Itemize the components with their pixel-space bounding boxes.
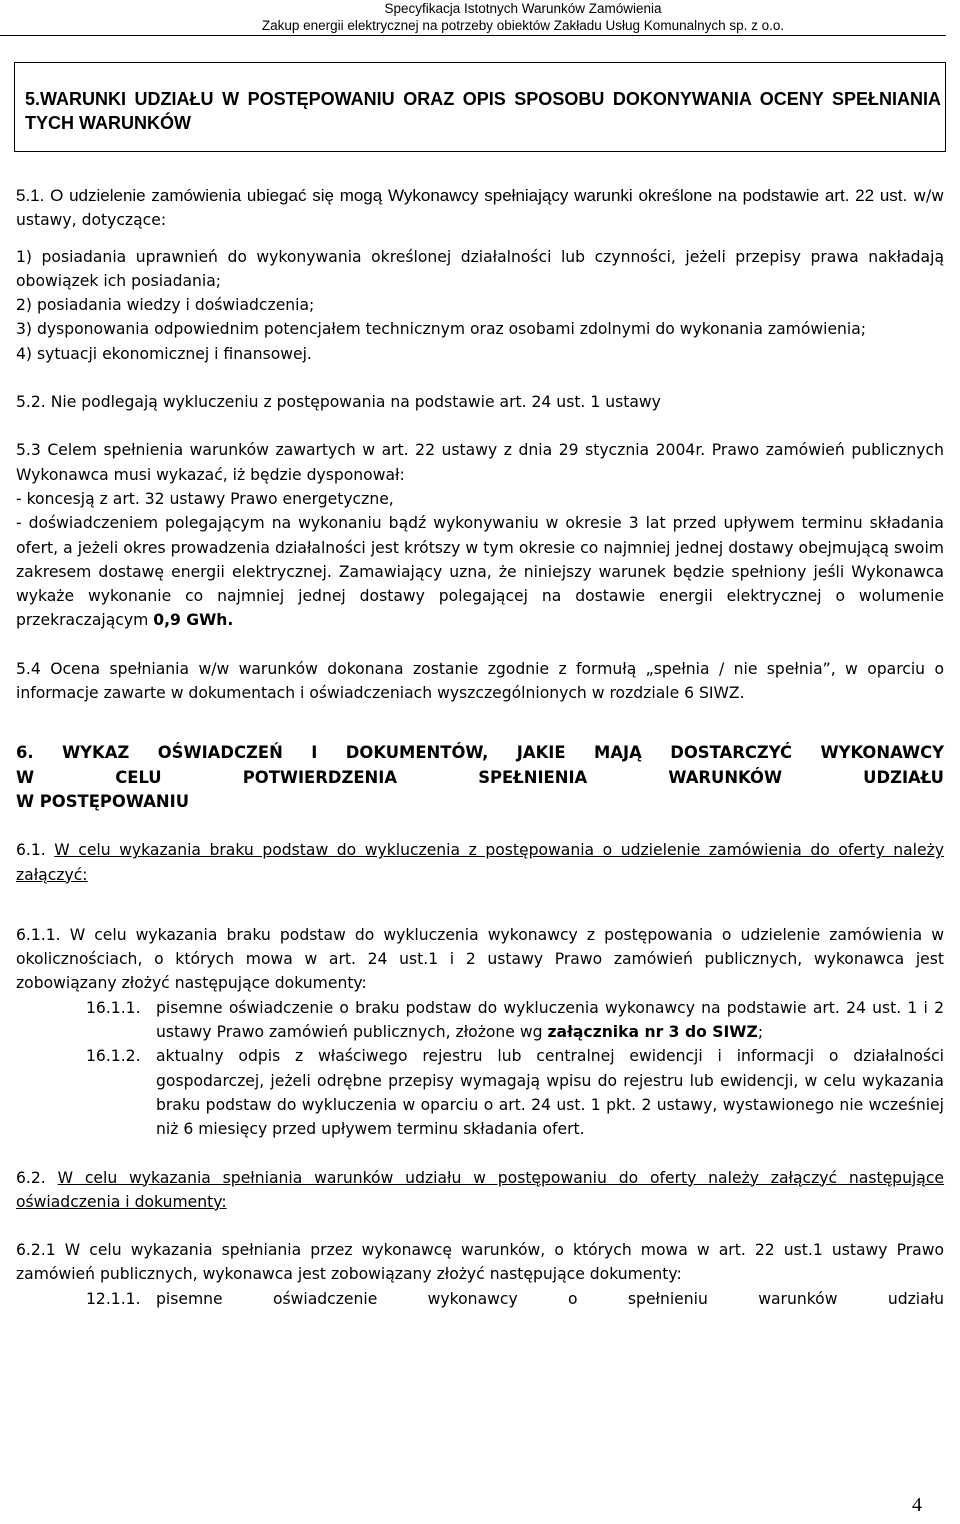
paragraph-5-3-experience <box>16 511 944 632</box>
doc-item-text: aktualny odpis z właściwego rejestru lub centralnej ewidencji i informacji o działalności gospodarczej, jeżeli odrębne przepisy wymagają wpisu do rejestru lub ewidencji, w celu wykazania braku podstaw do wykluczenia w oparciu o art. 24 ust. 1 pkt. 2 ustawy, wystawionego nie wcześniej niż 6 miesięcy przed upływem terminu składania ofert. <box>156 1047 944 1139</box>
paragraph-5-2: 5.2. Nie podlegają wykluczeniu z postępowania na podstawie art. 24 ust. 1 ustawy <box>16 393 661 412</box>
paragraph-6-2-1: 6.2.1 W celu wykazania spełniania przez wykonawcę warunków, o których mowa w art. 22 ust.1 ustawy Prawo zamówień publicznych, wykonawca jest zobowiązany złożyć następujące dokumenty: <box>16 1241 944 1284</box>
section-5-title: 5.WARUNKI UDZIAŁU W POSTĘPOWANIU ORAZ OPIS SPOSOBU DOKONYWANIA OCENY SPEŁNIANIA TYCH WARUNKÓW <box>25 89 941 133</box>
document-body <box>16 184 944 1311</box>
doc-item-16-1-1-end: ; <box>757 1023 764 1042</box>
section-6-title <box>16 741 944 814</box>
doc-item-text <box>156 996 944 1045</box>
paragraph-5-4: 5.4 Ocena spełniania w/w warunków dokonana zostanie zgodnie z formułą „spełnia / nie spełnia”, w oparciu o informacje zawarte w dokumentach i oświadczeniach wyszczególnionych w rozdziale 6 SIWZ. <box>16 659 944 703</box>
paragraph-6-1-number: 6.1. <box>16 841 55 860</box>
paragraph-6-1 <box>16 838 944 887</box>
paragraph-5-1-text: 5.1. O udzielenie zamówienia ubiegać się mogą Wykonawcy spełniający warunki określone na podstawie art. 22 ust. <box>16 186 908 205</box>
section-6-title-line-3: W POSTĘPOWANIU <box>16 791 190 811</box>
paragraph-6-1-1: 6.1.1. W celu wykazania braku podstaw do wykluczenia wykonawcy z postępowania o udzielenie zamówienia w okolicznościach, o których mowa w art. 24 ust.1 i 2 ustawy Prawo zamówień publicznych, wykonawca jest zobowiązany złożyć następujące dokumenty: <box>16 925 944 993</box>
paragraph-6-2-text: W celu wykazania spełniania warunków udziału w postępowaniu do oferty należy załączyć następujące oświadczenia i dokumenty: <box>16 1168 945 1211</box>
list-item-1: 1) posiadania uprawnień do wykonywania określonej działalności lub czynności, jeżeli przepisy prawa nakładają obowiązek ich posiadania; <box>16 247 944 290</box>
paragraph-5-3-license: - koncesją z art. 32 ustawy Prawo energetyczne, <box>16 489 394 508</box>
paragraph-6-1-text: W celu wykazania braku podstaw do wykluczenia z postępowania o udzielenie zamówienia do oferty należy załączyć: <box>16 841 944 884</box>
doc-item-text: pisemne oświadczenie wykonawcy o spełnieniu warunków udziału <box>156 1289 944 1308</box>
list-item-2: 2) posiadania wiedzy i doświadczenia; <box>16 296 315 315</box>
section-6-title-line-1: 6. WYKAZ OŚWIADCZEŃ I DOKUMENTÓW, JAKIE MAJĄ DOSTARCZYĆ WYKONAWCY <box>16 743 944 763</box>
experience-text: - doświadczeniem polegającym na wykonaniu bądź wykonywaniu w okresie 3 lat przed upływem terminu składania ofert, a jeżeli okres prowadzenia działalności jest krótszy w tym okresie co najmniej jednej dostawy obejmującą swoim zakresem dostawę energii elektrycznej. Zamawiający uzna, że niniejszy warunek będzie spełniony jeśli Wykonawca wykaże wykonanie co najmniej jednej dostawy polegającej na dostawie energii elektrycznej o wolumenie przekraczającym <box>16 514 944 630</box>
doc-item-16-1-1-text: pisemne oświadczenie o braku podstaw do wykluczenia wykonawcy na podstawie art. 24 ust. 1 i 2 ustawy Prawo zamówień publicznych, złożone wg <box>156 998 944 1042</box>
paragraph-6-2 <box>16 1166 944 1215</box>
paragraph-6-2-number: 6.2. <box>16 1168 58 1187</box>
section-5-title-box <box>14 62 946 152</box>
header-line-1: Specyfikacja Istotnych Warunków Zamówienia <box>384 1 662 16</box>
paragraph-5-3: 5.3 Celem spełnienia warunków zawartych w art. 22 ustawy z dnia 29 stycznia 2004r. Prawo zamówień publicznych Wykonawca musi wykazać, iż będzie dysponował: <box>16 441 944 484</box>
paragraph-5-1-rest: w/w ustawy, dotyczące: <box>16 187 944 230</box>
doc-item-number: 12.1.1. <box>86 1289 141 1308</box>
attachment-reference: załącznika nr 3 do SIWZ <box>547 1023 758 1042</box>
page-header <box>0 0 946 36</box>
doc-item-16-1-2 <box>16 1044 944 1141</box>
list-item-4: 4) sytuacji ekonomicznej i finansowej. <box>16 344 312 363</box>
list-item-3: 3) dysponowania odpowiednim potencjałem technicznym oraz osobami zdolnymi do wykonania zamówienia; <box>16 320 867 339</box>
section-6-title-line-2: W CELU POTWIERDZENIA SPEŁNIENIA WARUNKÓW UDZIAŁU <box>16 767 944 787</box>
doc-item-12-1-1 <box>16 1287 944 1311</box>
page-number: 4 <box>912 1494 922 1516</box>
doc-item-16-1-1 <box>16 996 944 1045</box>
paragraph-5-1 <box>16 184 944 233</box>
volume-value: 0,9 GWh. <box>153 611 234 630</box>
doc-item-number: 16.1.2. <box>86 1047 141 1066</box>
doc-item-number: 16.1.1. <box>86 998 141 1017</box>
header-line-2: Zakup energii elektrycznej na potrzeby obiektów Zakładu Usług Komunalnych sp. z o.o. <box>261 18 785 33</box>
